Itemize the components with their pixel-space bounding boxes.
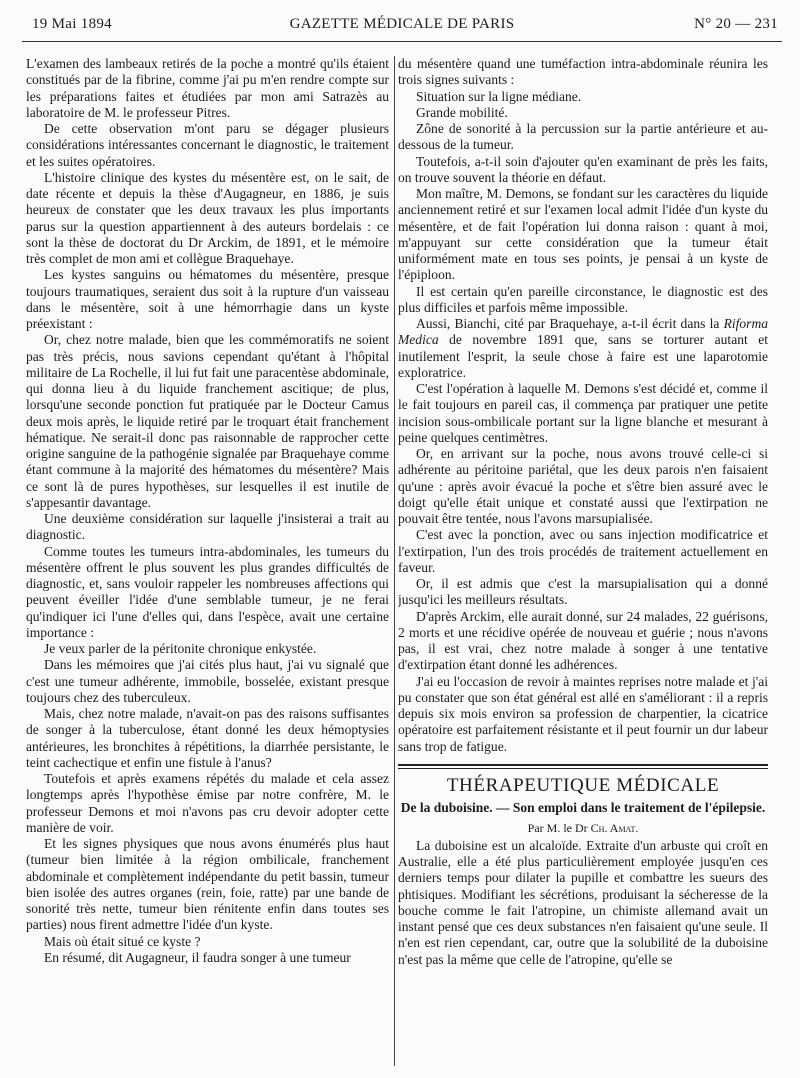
paragraph: Mon maître, M. Demons, se fondant sur les caractères du liquide anciennement retiré et sur l'examen local admit l'idée d'un kyste du mésentère, et de fait l'opération lui donna raison : quant à moi, m'appuyant sur cette considération que la tumeur était uniformément mate en tous ses points, je pensai à un kyste de l'épiploon. <box>398 186 768 283</box>
page-header <box>22 12 782 38</box>
author-prefix: Par M. le Dr <box>527 820 591 835</box>
header-rule <box>22 41 782 42</box>
article-title: De la duboisine. — Son emploi dans le traitement de l'épilepsie. <box>400 799 766 815</box>
paragraph: Une deuxième considération sur laquelle j'insisterai a trait au diagnostic. <box>26 511 389 543</box>
article-author <box>398 820 768 836</box>
section-rule <box>398 768 768 769</box>
paragraph-riforma <box>398 316 768 381</box>
author-name: Ch. Amat. <box>590 820 639 835</box>
paragraph: Mais, chez notre malade, n'avait-on pas des raisons suffisantes de songer à la tuberculose, étant donné les deux hémoptysies antérieures, les bronchites à répétitions, la diarrhée persistante, le teint cachectique et enfin une fistule à l'anus? <box>26 706 389 770</box>
paragraph: L'examen des lambeaux retirés de la poche a montré qu'ils étaient constitués par de la fibrine, comme j'ai pu m'en rendre compte sur les préparations faites et étudiées par mon ami Satrazès au laboratoire de M. le professeur Pitres. <box>26 56 389 120</box>
paragraph: Zône de sonorité à la percussion sur la partie antérieure et au-dessous de la tumeur. <box>398 121 768 153</box>
paragraph: Toutefois et après examens répétés du malade et cela assez longtemps après l'hypothèse émise par notre confrère, M. le professeur Demons et moi n'avons pas cru devoir adopter cette manière de voir. <box>26 771 389 835</box>
paragraph: De cette observation m'ont paru se dégager plusieurs considérations intéressantes concernant le diagnostic, le traitement et les suites opératoires. <box>26 121 389 169</box>
paragraph: Dans les mémoires que j'ai cités plus haut, j'ai vu signalé que c'est une tumeur adhérente, immobile, bosselée, existant presque toujours chez des tuberculeux. <box>26 657 389 705</box>
paragraph: du mésentère quand une tuméfaction intra-abdominale réunira les trois signes suivants : <box>398 56 768 88</box>
paragraph: D'après Arckim, elle aurait donné, sur 24 malades, 22 guérisons, 2 morts et une récidive opérée de nouveau et guérie ; nous n'avons pas, il est vrai, chez notre malade à songer à une tentative d'extirpation étant donné les adhérences. <box>398 608 768 673</box>
paragraph: Il est certain qu'en pareille circonstance, le diagnostic est des plus difficiles et parfois même impossible. <box>398 283 768 315</box>
paragraph: Mais où était situé ce kyste ? <box>44 933 201 949</box>
issue-page-number: N° 20 — 231 <box>694 16 778 32</box>
paragraph: Et les signes physiques que nous avons énumérés plus haut (tumeur bien limitée à la région ombilicale, franchement abdominale et complètement indépendante du petit bassin, tumeur bien isolée des autres organes (rein, foie, ratte) par une bande de sonorité très nette, tumeur bien rénitente enfin dans toutes ses parties) nous firent admettre l'idée d'un kyste. <box>26 836 389 933</box>
column-divider <box>394 56 395 1066</box>
section-rule <box>398 764 768 766</box>
riforma-before: Aussi, Bianchi, cité par Braquehaye, a-t-il écrit dans la <box>416 316 724 331</box>
paragraph: C'est l'opération à laquelle M. Demons s'est décidé et, comme il le fait toujours en pareil cas, il commença par pratiquer une petite incision sous-ombilicale portant sur la ligne blanche et mesurant à peine quelques centimètres. <box>398 381 768 445</box>
paragraph: En résumé, dit Augagneur, il faudra songer à une tumeur <box>44 949 351 965</box>
section-title: THÉRAPEUTIQUE MÉDICALE <box>446 774 720 796</box>
paragraph: Grande mobilité. <box>416 104 508 120</box>
paragraph: L'histoire clinique des kystes du mésentère est, on le sait, de date récente et depuis la thèse d'Augagneur, en 1886, je suis heureux de constater que les deux travaux les plus importants parus sur la question appartiennent à des auteurs bordelais : ce sont la thèse de doctorat du Dr Arckim, de 1891, et le mémoire très complet de mon ami et collègue Braquehaye. <box>26 169 389 266</box>
paragraph: Toutefois, a-t-il soin d'ajouter qu'en examinant de près les faits, on trouve souvent la théorie en défaut. <box>398 153 768 185</box>
journal-name: Riforma Medica <box>398 316 768 348</box>
riforma-after: de novembre 1891 que, sans se torturer autant et inutilement l'esprit, la seule chose à faire est une laparotomie exploratrice. <box>398 332 768 380</box>
paragraph: C'est avec la ponction, avec ou sans injection modificatrice et l'extirpation, l'un des trois procédés de traitement actuellement en faveur. <box>398 527 768 575</box>
paragraph: Or, il est admis que c'est la marsupialisation qui a donné jusqu'ici les meilleurs résultats. <box>398 576 768 608</box>
paragraph: Les kystes sanguins ou hématomes du mésentère, presque toujours traumatiques, seraient dus soit à la rupture d'un vaisseau dans le mésentère, soit à une hémorrhagie dans un kyste préexistant : <box>26 267 389 331</box>
paragraph: J'ai eu l'occasion de revoir à maintes reprises notre malade et j'ai pu constater que son état général est allé en s'améliorant : il a repris depuis six mois environ sa profession de charpentier, la cicatrice opératoire est parfaitement résistante et il peut fournir un dur labeur sans trop de fatigue. <box>398 673 768 754</box>
left-column <box>26 56 389 1066</box>
paragraph: Or, en arrivant sur la poche, nous avons trouvé celle-ci si adhérente au péritoine pariétal, que les deux parois n'en faisaient qu'une : après avoir évacué la poche et s'être bien assuré avec le doigt qu'elle était unique et constaté aussi que l'extirpation ne pouvait être tentée, nous l'avons marsupialisée. <box>398 446 768 526</box>
paragraph: Comme toutes les tumeurs intra-abdominales, les tumeurs du mésentère offrent le plus souvent les plus grandes difficultés de diagnostic, et, sans vouloir rappeler les nombreuses affections qui peuvent éveiller l'idée d'une semblable tumeur, je ne ferai qu'indiquer ici l'une d'elles qui, dans l'espèce, avait une certaine importance : <box>26 543 389 640</box>
paragraph: Je veux parler de la péritonite chronique enkystée. <box>44 641 317 656</box>
right-column <box>398 56 768 1066</box>
paragraph: La duboisine est un alcaloïde. Extraite d'un arbuste qui croît en Australie, elle a été plus particulièrement employée jusqu'en ces derniers temps pour dilater la pupille et combattre les sueurs des phtisiques. Modifiant les sécrétions, produisant la sécheresse de la bouche comme le fait l'atropine, un chimiste allemand avait un instant pensé que ces deux substances n'en faisaient qu'une seule. Il n'en est rien cependant, car, outre que la solubilité de la duboisine n'est pas la même que celle de l'atropine, qu'elle se <box>398 837 768 967</box>
paragraph: Or, chez notre malade, bien que les commémoratifs ne soient pas très précis, nous savions cependant qu'étant à l'hôpital militaire de La Rochelle, il lui fut fait une paracentèse abdominale, qui donna lieu à du liquide franchement ascitique; de plus, lorsqu'une seconde ponction fut pratiquée par le Docteur Camus deux mois après, le liquide retiré par le troquart était franchement hématique. Ne serait-il donc pas raisonnable de rapprocher cette origine sanguine de la pathogénie signalée par Braquehaye comme étant commune à la majorité des hématomes du mésentère? Mais ce sont là de pures hypothèses, sur lesquelles il est inutile de s'appesantir davantage. <box>26 332 389 510</box>
journal-title: GAZETTE MÉDICALE DE PARIS <box>289 16 515 32</box>
paragraph: Situation sur la ligne médiane. <box>416 88 582 104</box>
issue-date: 19 Mai 1894 <box>32 16 112 32</box>
